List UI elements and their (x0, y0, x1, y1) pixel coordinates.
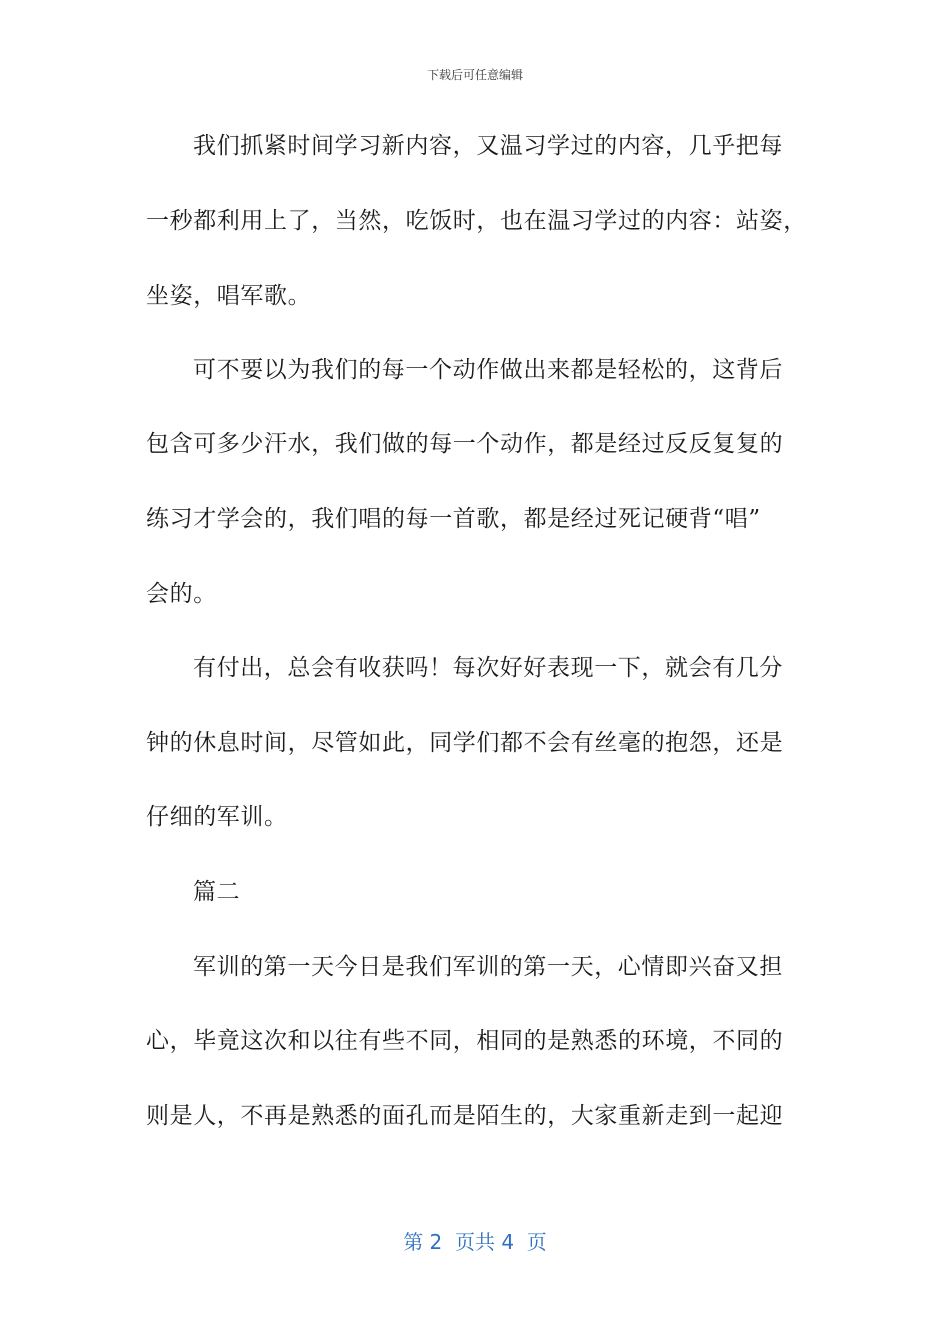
text-line-7: 会的。 (146, 581, 217, 607)
text-line-5: 包含可多少汗水，我们做的每一个动作，都是经过反反复复的 (146, 431, 784, 457)
text-line-14: 则是人，不再是熟悉的面孔而是陌生的，大家重新走到一起迎 (146, 1103, 784, 1129)
text-line-10: 仔细的军训。 (146, 804, 288, 830)
page-header: 下载后可任意编辑 (426, 68, 523, 82)
text-line-9: 钟的休息时间，尽管如此，同学们都不会有丝毫的抱怨，还是 (146, 730, 784, 756)
page-footer: 第 2 页共 4 页 (403, 1230, 547, 1254)
text-line-3: 坐姿，唱军歌。 (146, 283, 312, 309)
section-heading: 篇二 (193, 879, 241, 905)
text-line-8: 有付出，总会有收获吗！每次好好表现一下，就会有几分 (193, 655, 783, 681)
text-line-4: 可不要以为我们的每一个动作做出来都是轻松的，这背后 (193, 357, 783, 383)
text-line-13: 心，毕竟这次和以往有些不同，相同的是熟悉的环境，不同的 (146, 1028, 784, 1054)
text-line-6: 练习才学会的，我们唱的每一首歌，都是经过死记硬背“唱” (146, 506, 761, 532)
text-line-12: 军训的第一天今日是我们军训的第一天，心情即兴奋又担 (193, 954, 783, 980)
text-line-2: 一秒都利用上了，当然，吃饭时，也在温习学过的内容：站姿， (146, 208, 807, 234)
text-line-1: 我们抓紧时间学习新内容，又温习学过的内容，几乎把每 (193, 133, 783, 159)
